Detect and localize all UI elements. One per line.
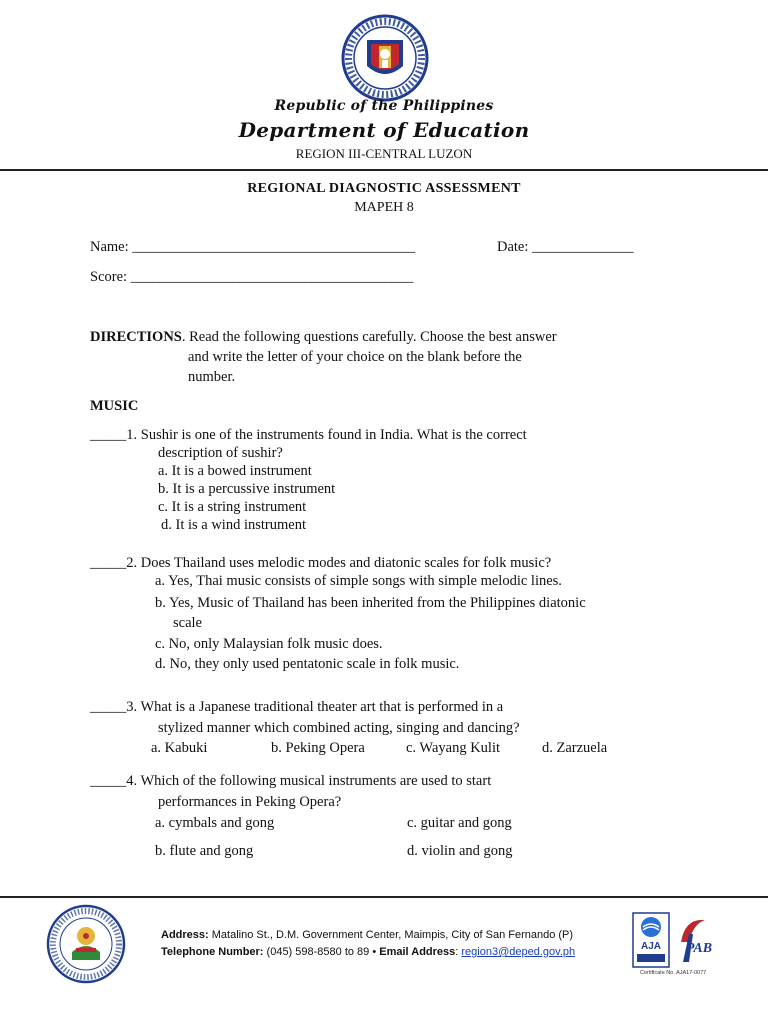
question-2-option-b-cont: scale bbox=[173, 615, 202, 631]
aja-text: AJA bbox=[640, 941, 662, 952]
deped-seal-icon bbox=[341, 14, 429, 102]
question-2-option-b: b. Yes, Music of Thailand has been inherited from the Philippines diatonic bbox=[155, 595, 586, 611]
question-4-option-b: b. flute and gong bbox=[155, 843, 254, 859]
address-value: Matalino St., D.M. Government Center, Maimpis, City of San Fernando (P) bbox=[208, 929, 574, 941]
question-1-option-b: b. It is a percussive instrument bbox=[158, 481, 336, 497]
philippines-seal-icon bbox=[46, 904, 126, 984]
question-4-option-d: d. violin and gong bbox=[407, 843, 513, 859]
question-2-option-d: d. No, they only used pentatonic scale in folk music. bbox=[155, 656, 460, 672]
section-heading: MUSIC bbox=[90, 398, 139, 414]
pab-text: PAB bbox=[685, 941, 713, 956]
footer-divider bbox=[0, 896, 768, 898]
question-4-option-c: c. guitar and gong bbox=[407, 815, 512, 831]
question-3-option-c: c. Wayang Kulit bbox=[406, 740, 501, 756]
email-link[interactable]: region3@deped.gov.ph bbox=[461, 946, 576, 958]
certificate-number: Certificate No. AJA17-0077 bbox=[640, 970, 707, 976]
phone-label: Telephone Number: bbox=[161, 946, 264, 958]
name-field[interactable]: Name: _______________________________________ bbox=[90, 239, 416, 255]
date-field[interactable]: Date: ______________ bbox=[497, 239, 634, 255]
aja-certification-icon bbox=[632, 912, 670, 968]
question-3-option-a: a. Kabuki bbox=[151, 740, 208, 756]
footer-address-line bbox=[161, 929, 573, 941]
email-label: Email Address bbox=[379, 946, 456, 958]
republic-heading: Republic of the Philippines bbox=[274, 98, 494, 114]
subject-label: MAPEH 8 bbox=[354, 200, 414, 215]
question-1-option-c: c. It is a string instrument bbox=[158, 499, 307, 515]
department-heading: Department of Education bbox=[238, 118, 530, 142]
assessment-title: REGIONAL DIAGNOSTIC ASSESSMENT bbox=[247, 181, 521, 196]
directions-line-1 bbox=[90, 329, 557, 346]
question-3-option-b: b. Peking Opera bbox=[271, 740, 365, 756]
footer-contact-line bbox=[161, 946, 575, 958]
directions-line-3: number. bbox=[188, 369, 236, 385]
pab-accreditation-icon bbox=[675, 912, 715, 968]
question-2-option-c: c. No, only Malaysian folk music does. bbox=[155, 636, 383, 652]
question-3-option-d: d. Zarzuela bbox=[542, 740, 608, 756]
directions-line-2: and write the letter of your choice on the blank before the bbox=[188, 349, 522, 365]
directions-label: DIRECTIONS bbox=[90, 329, 182, 345]
region-heading: REGION III-CENTRAL LUZON bbox=[295, 146, 473, 161]
header-divider bbox=[0, 169, 768, 171]
question-4-option-a: a. cymbals and gong bbox=[155, 815, 275, 831]
directions-text-1: . Read the following questions carefully. Choose the best answer bbox=[181, 329, 557, 345]
question-4-line-1: _____4. Which of the following musical instruments are used to start bbox=[90, 773, 492, 789]
question-1-line-1: _____1. Sushir is one of the instruments found in India. What is the correct bbox=[90, 427, 527, 443]
question-3-line-1: _____3. What is a Japanese traditional theater art that is performed in a bbox=[90, 699, 504, 715]
question-2-line-1: _____2. Does Thailand uses melodic modes and diatonic scales for folk music? bbox=[90, 555, 552, 571]
question-4-line-2: performances in Peking Opera? bbox=[158, 794, 342, 810]
email-separator: : bbox=[455, 946, 462, 958]
phone-value: (045) 598-8580 to 89 • bbox=[263, 946, 380, 958]
question-1-option-d: d. It is a wind instrument bbox=[161, 517, 306, 533]
score-field[interactable]: Score: _______________________________________ bbox=[90, 269, 414, 285]
address-label: Address: bbox=[161, 929, 209, 941]
question-1-option-a: a. It is a bowed instrument bbox=[158, 463, 312, 479]
question-2-option-a: a. Yes, Thai music consists of simple songs with simple melodic lines. bbox=[155, 573, 562, 589]
question-1-line-2: description of sushir? bbox=[158, 445, 283, 461]
question-3-line-2: stylized manner which combined acting, singing and dancing? bbox=[158, 720, 520, 736]
